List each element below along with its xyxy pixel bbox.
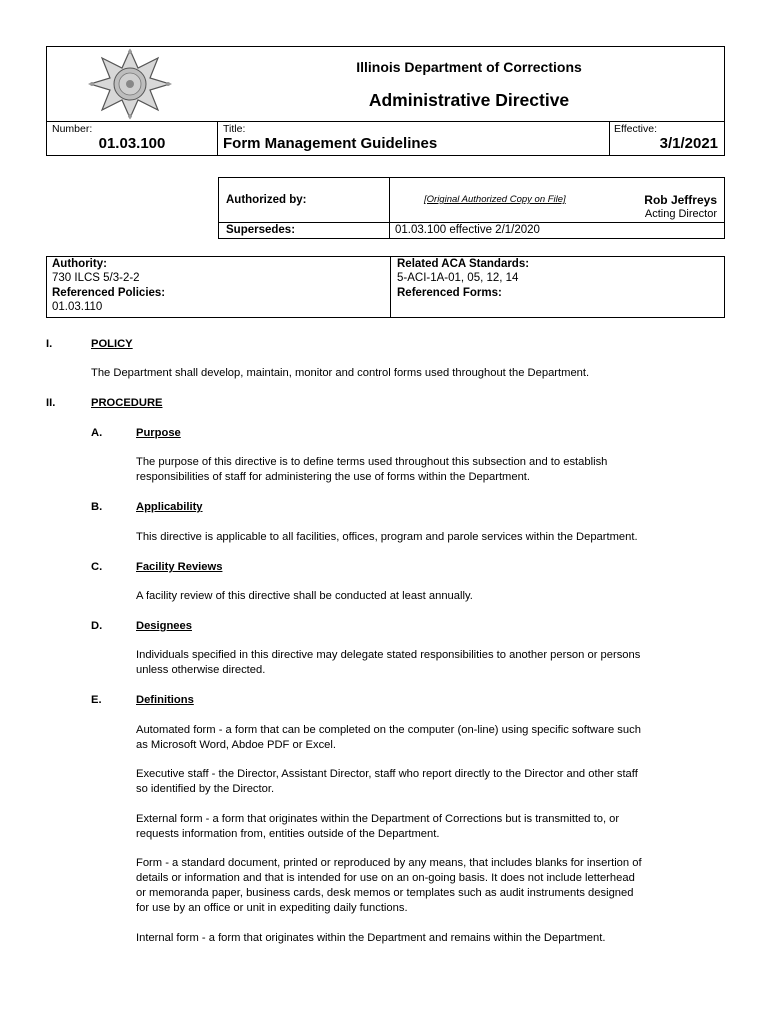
effective-label: Effective: (614, 123, 657, 135)
designees-text-line-2: unless otherwise directed. (136, 664, 266, 676)
definition-external-form-line-2: requests information from, entities outside of the Department. (136, 828, 440, 840)
copy-on-file-note: [Original Authorized Copy on File] (424, 194, 566, 205)
subsection-c-letter: C. (91, 561, 103, 573)
number-label: Number: (52, 123, 93, 135)
section-2-heading: PROCEDURE (91, 397, 163, 409)
subsection-d-heading: Designees (136, 620, 192, 632)
signer-title: Acting Director (644, 208, 717, 220)
definition-form-line-2: details or information and that is intended for use on an on-going basis. It does not include letterhead (136, 872, 635, 884)
authority-value: 730 ILCS 5/3-2-2 (52, 272, 140, 284)
aca-standards-label: Related ACA Standards: (397, 258, 530, 270)
referenced-forms-label: Referenced Forms: (397, 287, 502, 299)
references-col-divider (390, 256, 391, 318)
subsection-a-heading: Purpose (136, 427, 181, 439)
effective-date: 3/1/2021 (659, 135, 718, 152)
subsection-a-letter: A. (91, 427, 103, 439)
definition-automated-form-line-1: Automated form - a form that can be completed on the computer (on-line) using specific software such (136, 724, 641, 736)
doc-type-title: Administrative Directive (368, 90, 570, 110)
section-2-number: II. (46, 397, 56, 409)
referenced-policies-value: 01.03.110 (52, 301, 103, 313)
purpose-text-line-1: The purpose of this directive is to define terms used throughout this subsection and to establish (136, 456, 608, 468)
header-col-divider-1 (217, 121, 218, 156)
definition-form-line-1: Form - a standard document, printed or reproduced by any means, that includes blanks for insertion of (136, 857, 642, 869)
definition-internal-form-line-1: Internal form - a form that originates within the Department and remains within the Department. (136, 932, 606, 944)
subsection-e-heading: Definitions (136, 694, 194, 706)
signer-name: Rob Jeffreys (644, 193, 717, 207)
subsection-b-heading: Applicability (136, 501, 203, 513)
authority-label: Authority: (52, 258, 107, 270)
supersedes-label: Supersedes: (226, 224, 296, 236)
header-col-divider-2 (609, 121, 610, 156)
subsection-e-letter: E. (91, 694, 102, 706)
purpose-text-line-2: responsibilities of staff for administering the use of forms within the Department. (136, 471, 531, 483)
authorized-by-label: Authorized by: (226, 194, 307, 206)
facility-reviews-text: A facility review of this directive shall be conducted at least annually. (136, 590, 473, 602)
definition-form-line-4: for use by an office or unit in expediting daily functions. (136, 902, 408, 914)
subsection-d-letter: D. (91, 620, 103, 632)
definition-external-form-line-1: External form - a form that originates within the Department of Corrections but is transmitted to, or (136, 813, 620, 825)
header-divider (46, 121, 725, 122)
applicability-text: This directive is applicable to all facilities, offices, program and parole services within the Department. (136, 531, 638, 543)
directive-number: 01.03.100 (98, 135, 166, 152)
definition-executive-staff-line-1: Executive staff - the Director, Assistant Director, staff who report directly to the Director and other staff (136, 768, 638, 780)
subsection-c-heading: Facility Reviews (136, 561, 223, 573)
supersedes-value: 01.03.100 effective 2/1/2020 (395, 224, 540, 236)
title-label: Title: (223, 123, 246, 135)
definition-form-line-3: or memoranda paper, business cards, desk memos or templates such as audit instruments designed (136, 887, 634, 899)
definition-automated-form-line-2: as Microsoft Word, Abdoe PDF or Excel. (136, 739, 336, 751)
authorization-divider (218, 222, 725, 223)
definition-executive-staff-line-2: so identified by the Director. (136, 783, 275, 795)
referenced-policies-label: Referenced Policies: (52, 287, 166, 299)
policy-text: The Department shall develop, maintain, monitor and control forms used throughout the Department. (91, 367, 590, 379)
section-1-number: I. (46, 338, 53, 350)
authorization-col-divider (389, 177, 390, 239)
directive-title: Form Management Guidelines (223, 135, 438, 152)
aca-standards-value: 5-ACI-1A-01, 05, 12, 14 (397, 272, 519, 284)
subsection-b-letter: B. (91, 501, 103, 513)
department-name: Illinois Department of Corrections (356, 59, 582, 75)
designees-text-line-1: Individuals specified in this directive may delegate stated responsibilities to another person or persons (136, 649, 641, 661)
star-badge-icon (88, 48, 172, 120)
section-1-heading: POLICY (91, 338, 133, 350)
